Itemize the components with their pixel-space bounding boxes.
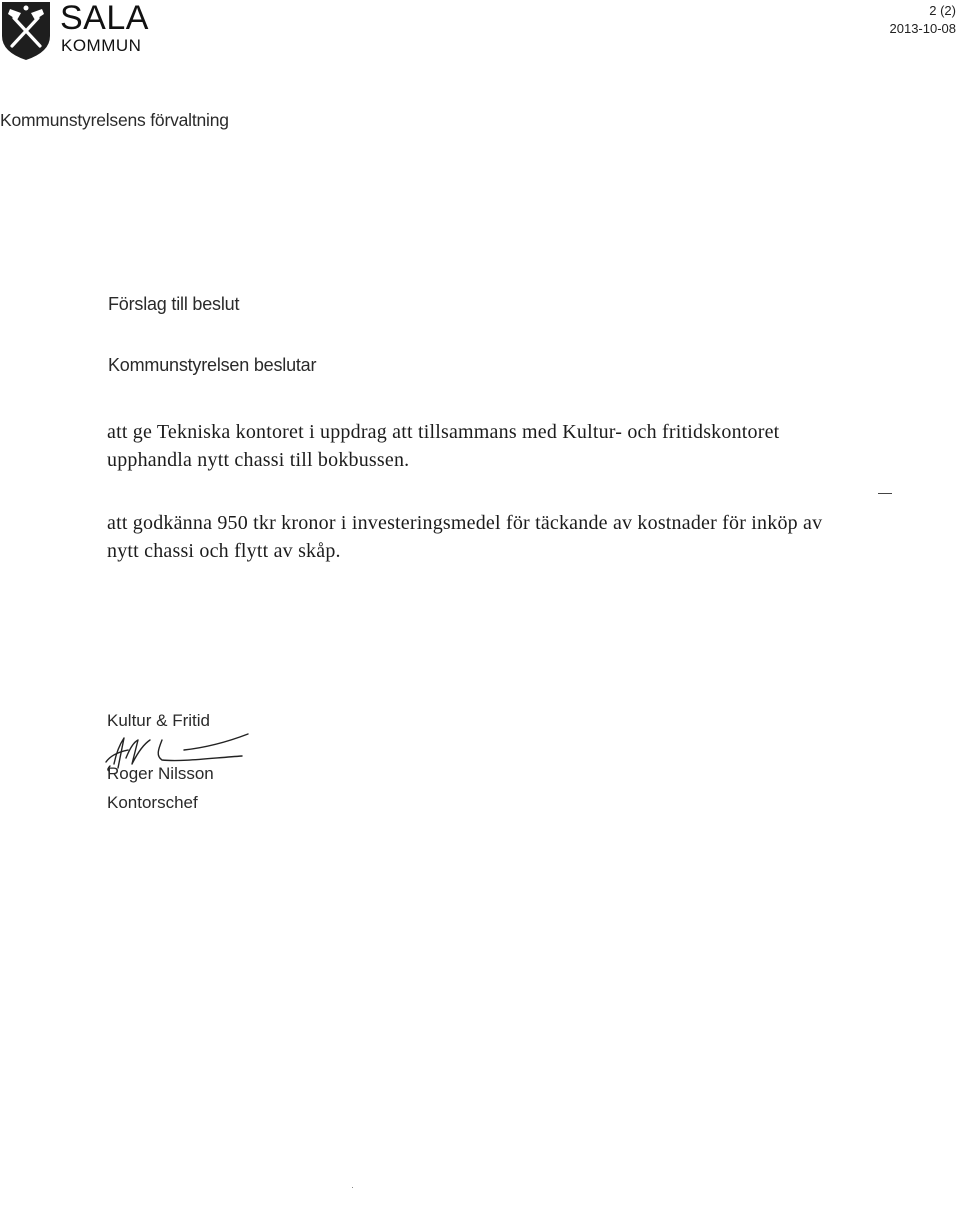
signatory-title: Kontorschef bbox=[107, 793, 198, 812]
municipality-logo bbox=[0, 0, 160, 64]
logo-subtitle: KOMMUN bbox=[61, 36, 142, 55]
proposal-heading: Förslag till beslut bbox=[108, 294, 240, 314]
margin-mark bbox=[878, 493, 892, 494]
logo-name: SALA bbox=[60, 0, 149, 37]
decision-point-2: att godkänna 950 tkr kronor i investeringsmedel för täckande av kostnader för inköp av nytt chassi och flytt av skåp. bbox=[107, 512, 823, 562]
signature-unit: Kultur & Fritid bbox=[107, 711, 210, 730]
decision-point-1: att ge Tekniska kontoret i uppdrag att tillsammans med Kultur- och fritidskontoret upphandla nytt chassi till bokbussen. bbox=[107, 421, 780, 471]
department-name: Kommunstyrelsens förvaltning bbox=[0, 110, 229, 130]
document-date: 2013-10-08 bbox=[889, 21, 956, 36]
page-number: 2 (2) bbox=[929, 3, 956, 18]
coat-of-arms-icon bbox=[0, 0, 52, 62]
signatory-name: Roger Nilsson bbox=[107, 764, 214, 783]
scan-speck bbox=[352, 1187, 353, 1188]
decision-maker: Kommunstyrelsen beslutar bbox=[108, 355, 317, 375]
